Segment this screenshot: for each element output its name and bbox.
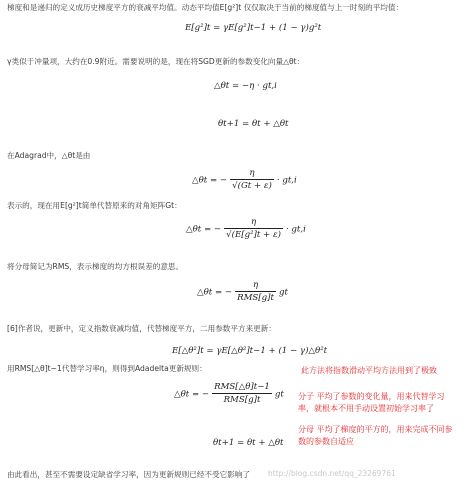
equation-8-fraction [212,382,272,406]
equation-1: E[g²]t = γE[g²]t−1 + (1 − γ)g²t [185,23,322,33]
paragraph-8: 由此看出，甚至不需要设定缺省学习率，因为更新规则已经不受它影响了 [7,470,250,479]
equation-8-lhs: △θt = − [174,389,210,400]
paragraph-3: 在Adagrad中，△θt是由 [7,151,91,160]
annotation-1: 此方法将指数滑动平均方法用到了极致 [301,366,437,375]
equation-8-rhs: gt [274,389,284,400]
equation-4 [192,168,297,192]
paragraph-2: γ类似于冲量项，大约在0.9附近。需要说明的是，现在将SGD更新的参数变化向量△θt： [7,57,305,66]
annotation-3-line-2: 数的参数自适应 [298,437,354,446]
equation-6-fraction [235,280,276,304]
equation-4-denominator: √(Gt + ε) [232,181,272,191]
equation-7: E[△θ²]t = γE[△θ²]t−1 + (1 − γ)△θ²t [172,346,328,356]
watermark: http://blog.csdn.net/qq_23269761 [268,469,396,478]
equation-4-rhs: · gt,i [276,175,297,186]
paragraph-1: 梯度和是递归的定义成历史梯度平方的衰减平均值。动态平均值E[g²]t 仅仅取决于当前的梯度值与上一时刻的平均值： [7,3,404,12]
equation-4-fraction [230,168,274,192]
equation-5-numerator: η [224,217,283,229]
equation-8-numerator: RMS[△θ]t−1 [214,382,270,392]
paragraph-5: 将分母简记为RMS，表示梯度的均方根误差的意思。 [7,262,184,271]
equation-8 [174,382,284,406]
equation-6-lhs: △θt = − [197,287,233,298]
equation-5-lhs: △θt = − [186,224,222,235]
annotation-2-line-1: 分子 平均了参数的变化量，用来代替学习 [298,392,445,401]
equation-6-numerator: η [235,280,276,292]
paragraph-4: 表示的，现在用E[g²]t简单代替原来的对角矩阵Gt： [7,201,182,210]
paragraph-7: 用RMS[△θ]t−1代替学习率η，则得到Adadelta更新规则： [7,364,207,373]
equation-6-denominator: RMS[g]t [237,293,274,303]
equation-5-rhs: · gt,i [285,224,306,235]
equation-8-denominator: RMS[g]t [223,395,261,405]
equation-4-numerator: η [230,168,274,180]
equation-3: θt+1 = θt + △θt [218,119,289,129]
equation-6 [197,280,288,304]
paragraph-6: [6]作者说，更新中，定义指数衰减均值，代替梯度平方，二用参数平方来更新： [7,324,276,333]
equation-4-lhs: △θt = − [192,175,228,186]
annotation-3-line-1: 分母 平均了梯度的平方的，用来完成不同参 [298,425,453,434]
equation-2: △θt = −η · gt,i [214,81,277,91]
annotation-2-line-2: 率，就根本不用手动设置初始学习率了 [298,404,434,413]
equation-5-fraction [224,217,283,241]
equation-5-denominator: √(E[g²]t + ε) [226,230,281,240]
equation-5 [186,217,306,241]
equation-9: θt+1 = θt + △θt [213,438,284,448]
equation-6-rhs: gt [278,287,288,298]
